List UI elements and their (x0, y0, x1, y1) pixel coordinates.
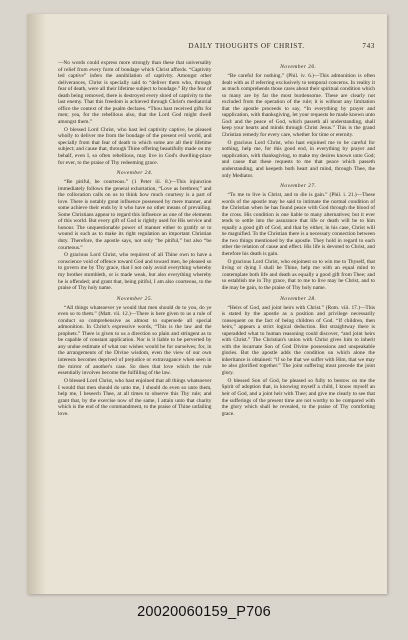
page-number: 743 (362, 42, 375, 50)
date-heading: November 25. (116, 295, 153, 302)
prayer-paragraph: O gracious Lord Christ, who requirest of all Thine own to have a conscience void of offence toward God and toward men, be pleased so to govern me by Thy grace, that I not only avoid everything whereby my brother stumbleth, or is made weak, but also everything whereby he is offended; and grant that, being pitiful, I am also courteous, to the praise of Thy holy name. (58, 252, 212, 292)
text-columns (58, 60, 375, 584)
running-title: DAILY THOUGHTS OF CHRIST. (188, 42, 305, 50)
prayer-paragraph: O blessed Lord Christ, who hast enjoined that all things whatsoever I would that men should do unto me, I should do even so unto them, help me, I beseech Thee, at all times to observe this Thy rule; and grant that, by the exercise now of the same, I attain unto that charity which is the end of the commandment, to the praise of Thine unfailing love. (58, 377, 212, 417)
page-gutter-shadow (28, 14, 46, 594)
prayer-paragraph: O blessed Lord Christ, who hast led captivity captive, be pleased wholly to deliver me from the bondage of the present evil world, and specially from that fear of death to which some are all their lifetime subject; and cause that, through Thine offering beautifully made on my behalf, even I, so often rebellious, may live in God's dwelling-place for ever, to the praise of Thy redeeming grace. (58, 126, 212, 166)
body-paragraph: “Be careful for nothing.” (Phil. iv. 6.)—This admonition is often dealt with as if referring exclusively to temporal concerns. In reality it as much comprehends those cares about their spiritual condition which so many are by far the most burdensome. These are clearly not excluded from the operation of the rule; it is without any limitation that the apostle proceeds to say, “In everything by prayer and supplication, with thanksgiving, let your requests be made known unto God: and the peace of God, which passeth all understanding, shall keep your hearts and minds through Christ Jesus.” This is the grand Christian remedy for every care, whether for time or eternity. (221, 73, 375, 138)
body-paragraph: “Heirs of God, and joint heirs with Christ.” (Rom. viii. 17.)—This is stated by the apostle as a position and privilege necessarily consequent on the fact of being children of God. “If children, then heirs,” appears a strict logical deduction. But straightway there is superadded what to human reasoning could discover, “and joint heirs with Christ.” The Christian's union with Christ gives him to inherit with the incarnate Son of God Divine possessions and unspeakable glories. But the apostle adds the condition on which alone the inheritance is obtained: “if so be that we suffer with Him, that we may be also glorified together.” The joint suffering must precede the joint glory. (221, 304, 375, 377)
date-heading: November 26. (280, 64, 317, 70)
body-paragraph: “All things whatsoever ye would that men should do to you, do ye even so to them.” (Matt. vii. 12.)—There is here given to us a rule of conduct so comprehensive as almost to supersede all special admonition. In Christ's expressive words, “This is the law and the prophets.” There is given to us a direction so plain and stringent as to be capable of constant application. Nor is it liable to be perverted by any undue estimate of what our wishes would be for ourselves; for, in the arrangements of the Divine wisdom, even the view of our own interests becomes deprived of prejudice or extravagance when seen in the mirror of another's case. So does that love which the rule essentially involves become the fulfilling of the law. (58, 304, 212, 377)
right-column (222, 60, 376, 584)
book-page (27, 14, 387, 594)
prayer-paragraph: O gracious Lord Christ, who hast enjoined me to be careful for nothing, help me, for this good end, in everything by prayer and supplication, with thanksgiving, to make my desires known unto God; and cause that these requests to me that peace which passeth understanding, and keepeth both heart and mind, through Thee, the only Mediator. (221, 139, 375, 179)
prayer-paragraph: O gracious Lord Christ, who enjoinest so to win me to Thyself, that living or dying I shall be Thine, help me with an equal mind to contemplate both life and death as equally a good gift from Thee; and so establish me in Thy grace, that to me to live may be Christ, and to die may be gain, to the praise of Thy holy name. (221, 258, 375, 291)
date-heading: November 27. (280, 183, 317, 190)
left-column (58, 60, 212, 584)
running-head (58, 42, 375, 54)
body-paragraph: —No words could express more strongly than these that universality of relief from every form of bondage which Christ affords. “Captivity led captive” infers the annihilation of captivity. Amongst other deliverances, Christ is specially said to “deliver them who, through fear of death, were all their lifetime subject to bondage.” By the fear of death being removed, there is destroyed every shred of captivity to the last enemy. That this freedom is achieved through Christ's mediatorial office the context of the psalm declares. “Thou hast received gifts for men; yea, for the rebellious also, that the Lord God might dwell amongst them.” (58, 60, 212, 125)
prayer-paragraph: O blessed Son of God, be pleased so fully to bestow on me the Spirit of adoption that, in knowing myself a child, I know myself an heir of God, and a joint heir with Thee; and give me clearly to see that the sufferings of the present time are not worthy to be compared with the glory which shall be revealed, to the praise of Thy comforting grace. (221, 377, 375, 417)
body-paragraph: “To me to live is Christ, and to die is gain.” (Phil. i. 21.)—These words of the apostle may be said to intimate the normal condition of the Christian when he has found peace with God through the blood of the cross. His condition is one liable to many alternatives; but it ever tends to settle into the assurance that life or death will be to him equally a good gift of God, and that by either, in his case, Christ will be magnified. To the Christian there is a necessary connection between the two things mentioned by the apostle. They hold in regard to each other the relation of cause and effect. His life is devoted to Christ, and therefore his death is gain. (221, 192, 375, 257)
body-paragraph: “Be pitiful, be courteous.” (1 Peter iii. 8.)—This injunction immediately follows the general exhortation, “Love as brethren;” and the collocation calls on us to think how much courtesy is a part of love. There is notably great influence possessed by mere manner, and some achieve their ends by it who have no other means of prevailing. Some Christians appear to regard this influence as one of the elements of this world. But every gift of God is rightly used for His service and honour. The unquestionable power of manner either to gratify or to wound is such as to make its right regulation an important Christian duty. Therefore, the apostle says, not only “be pitiful,” but also “be courteous.” (58, 179, 212, 251)
date-heading: November 24. (116, 170, 153, 177)
date-heading: November 28. (280, 295, 317, 302)
scan-caption: 20020060159_P706 (137, 604, 271, 620)
